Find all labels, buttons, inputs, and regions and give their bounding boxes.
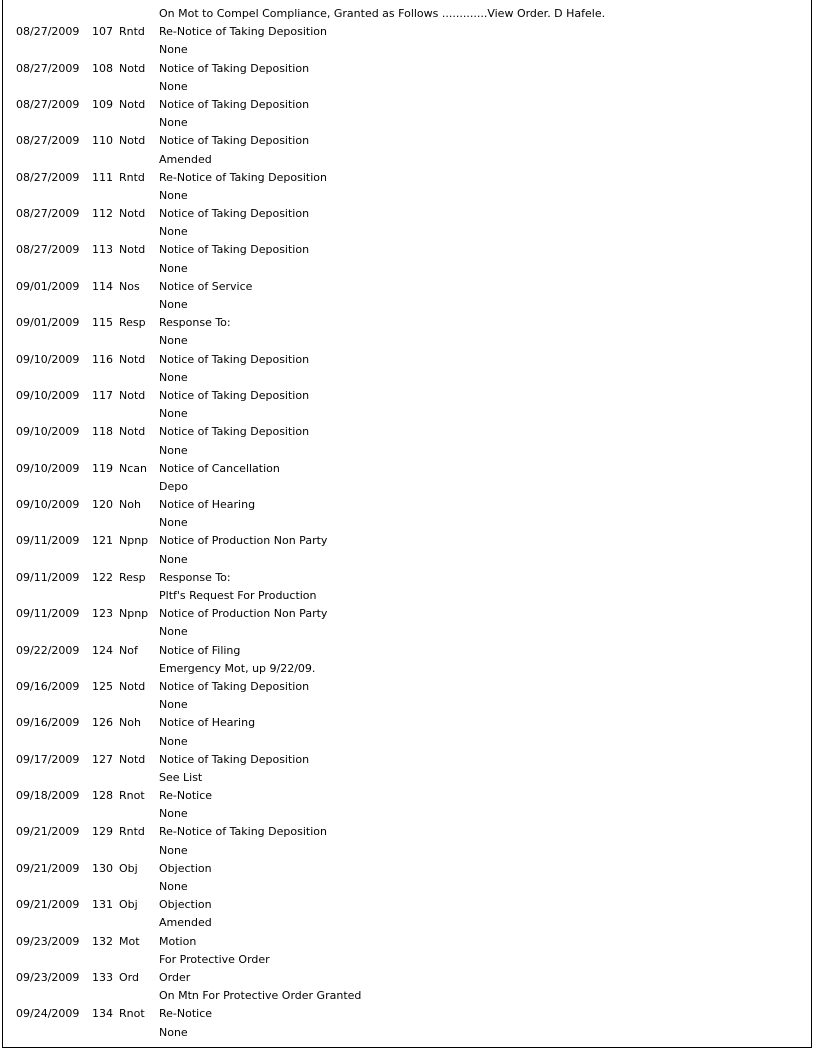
- entry-number: 113: [92, 243, 113, 257]
- entry-code: Notd: [119, 243, 146, 257]
- docket-entry-row: [3, 605, 811, 623]
- entry-code: Nos: [119, 279, 140, 293]
- docket-note-row: [3, 660, 811, 678]
- entry-number: 126: [92, 716, 113, 730]
- docket-note-row: [3, 78, 811, 96]
- entry-note: Depo: [159, 479, 188, 493]
- entry-note: None: [159, 443, 188, 457]
- entry-note: None: [159, 407, 188, 421]
- docket-entry-row: [3, 423, 811, 441]
- docket-note-row: [3, 187, 811, 205]
- entry-number: 114: [92, 279, 113, 293]
- entry-description: Response To:: [159, 570, 231, 584]
- docket-entry-row: [3, 969, 811, 987]
- docket-note-row: [3, 696, 811, 714]
- entry-date: 09/17/2009: [16, 752, 80, 766]
- entry-code: Notd: [119, 352, 146, 366]
- entry-number: 128: [92, 789, 113, 803]
- entry-note: On Mtn For Protective Order Granted: [159, 989, 362, 1003]
- entry-description: Notice of Cancellation: [159, 461, 280, 475]
- docket-entry-row: [3, 1005, 811, 1023]
- entry-note: Amended: [159, 916, 212, 930]
- entry-code: Notd: [119, 752, 146, 766]
- entry-code: Ncan: [119, 461, 147, 475]
- entry-date: 09/21/2009: [16, 825, 80, 839]
- docket-note-row: [3, 587, 811, 605]
- entry-description: Notice of Hearing: [159, 498, 256, 512]
- entry-date: 09/10/2009: [16, 461, 80, 475]
- docket-entry-row: [3, 751, 811, 769]
- entry-code: Noh: [119, 498, 141, 512]
- entry-description: Notice of Taking Deposition: [159, 679, 310, 693]
- entry-note: Pltf's Request For Production: [159, 589, 317, 602]
- entry-note: None: [159, 516, 188, 530]
- entry-date: 08/27/2009: [16, 170, 80, 184]
- docket-note-row: [3, 805, 811, 823]
- entry-number: 118: [92, 425, 113, 439]
- entry-note: None: [159, 807, 188, 821]
- entry-date: 09/23/2009: [16, 934, 80, 948]
- entry-note: None: [159, 843, 188, 857]
- docket-entry-row: [3, 569, 811, 587]
- entry-code: Mot: [119, 934, 140, 948]
- entry-description: Notice of Taking Deposition: [159, 752, 310, 766]
- entry-number: 124: [92, 643, 113, 657]
- entry-note: None: [159, 370, 188, 384]
- entry-note: None: [159, 1025, 188, 1039]
- docket-note-row: [3, 842, 811, 860]
- entry-description: Response To:: [159, 316, 231, 330]
- entry-code: Notd: [119, 97, 146, 111]
- entry-number: 119: [92, 461, 113, 475]
- entry-note: Amended: [159, 152, 212, 166]
- top-note: On Mot to Compel Compliance, Granted as Follows .............View Order. D Hafele.: [159, 7, 606, 20]
- docket-entry-row: [3, 132, 811, 150]
- entry-description: Notice of Taking Deposition: [159, 352, 310, 366]
- entry-note: None: [159, 188, 188, 202]
- docket-table: [2, 0, 812, 1048]
- entry-date: 09/10/2009: [16, 388, 80, 402]
- docket-entry-row: [3, 714, 811, 732]
- docket-entry-row: [3, 678, 811, 696]
- entry-note: For Protective Order: [159, 952, 270, 966]
- entry-description: Notice of Taking Deposition: [159, 97, 310, 111]
- docket-note-row: [3, 332, 811, 350]
- entry-note: None: [159, 698, 188, 712]
- docket-note-row: [3, 914, 811, 932]
- top-note-line: [3, 5, 811, 23]
- docket-note-row: [3, 478, 811, 496]
- entry-note: None: [159, 880, 188, 893]
- entry-code: Npnp: [119, 607, 149, 621]
- entry-code: Notd: [119, 134, 146, 148]
- entry-code: Notd: [119, 207, 146, 221]
- docket-entry-row: [3, 23, 811, 41]
- entry-description: Notice of Taking Deposition: [159, 134, 310, 148]
- docket-entry-row: [3, 496, 811, 514]
- docket-entry-row: [3, 933, 811, 951]
- entry-description: Re-Notice: [159, 1007, 213, 1021]
- entry-description: Notice of Taking Deposition: [159, 388, 310, 402]
- entry-note: See List: [159, 770, 203, 784]
- entry-description: Re-Notice of Taking Deposition: [159, 170, 327, 184]
- docket-entry-row: [3, 787, 811, 805]
- entry-date: 08/27/2009: [16, 207, 80, 221]
- docket-note-row: [3, 114, 811, 132]
- docket-lines: [3, 5, 811, 1042]
- docket-note-row: [3, 260, 811, 278]
- entry-code: Rntd: [119, 25, 145, 39]
- entry-date: 09/18/2009: [16, 789, 80, 803]
- entry-code: Rntd: [119, 825, 145, 839]
- entry-number: 120: [92, 498, 113, 512]
- docket-entry-row: [3, 241, 811, 259]
- entry-date: 08/27/2009: [16, 97, 80, 111]
- docket-entry-row: [3, 642, 811, 660]
- entry-date: 09/11/2009: [16, 607, 80, 621]
- entry-code: Ord: [119, 970, 139, 984]
- entry-description: Re-Notice: [159, 789, 213, 803]
- docket-entry-row: [3, 96, 811, 114]
- entry-code: Notd: [119, 425, 146, 439]
- entry-number: 125: [92, 679, 113, 693]
- entry-note: None: [159, 116, 188, 130]
- entry-description: Order: [159, 970, 191, 984]
- docket-note-row: [3, 551, 811, 569]
- docket-entry-row: [3, 896, 811, 914]
- docket-note-row: [3, 1024, 811, 1042]
- entry-number: 129: [92, 825, 113, 839]
- docket-note-row: [3, 514, 811, 532]
- entry-number: 123: [92, 607, 113, 621]
- docket-entry-row: [3, 169, 811, 187]
- entry-code: Noh: [119, 716, 141, 730]
- entry-code: Rnot: [119, 789, 145, 803]
- entry-number: 121: [92, 534, 113, 548]
- entry-code: Npnp: [119, 534, 149, 548]
- entry-number: 110: [92, 134, 113, 148]
- docket-note-row: [3, 41, 811, 59]
- entry-code: Rntd: [119, 170, 145, 184]
- entry-number: 111: [92, 170, 113, 184]
- entry-code: Notd: [119, 388, 146, 402]
- docket-entry-row: [3, 205, 811, 223]
- entry-note: None: [159, 552, 188, 566]
- entry-number: 116: [92, 352, 113, 366]
- entry-description: Motion: [159, 934, 197, 948]
- entry-description: Notice of Production Non Party: [159, 607, 328, 621]
- entry-date: 09/01/2009: [16, 279, 80, 293]
- docket-note-row: [3, 223, 811, 241]
- docket-note-row: [3, 369, 811, 387]
- docket-entry-row: [3, 823, 811, 841]
- entry-code: Rnot: [119, 1007, 145, 1021]
- entry-number: 130: [92, 861, 113, 875]
- entry-code: Resp: [119, 570, 146, 584]
- entry-date: 09/23/2009: [16, 970, 80, 984]
- entry-note: Emergency Mot, up 9/22/09.: [159, 661, 316, 675]
- entry-description: Notice of Taking Deposition: [159, 207, 310, 221]
- docket-note-row: [3, 296, 811, 314]
- entry-note: None: [159, 79, 188, 93]
- entry-description: Objection: [159, 861, 212, 875]
- entry-date: 09/11/2009: [16, 534, 80, 548]
- entry-date: 09/24/2009: [16, 1007, 80, 1021]
- entry-code: Nof: [119, 643, 138, 657]
- entry-number: 109: [92, 97, 113, 111]
- docket-note-row: [3, 987, 811, 1005]
- entry-description: Notice of Service: [159, 279, 253, 293]
- entry-description: Notice of Taking Deposition: [159, 425, 310, 439]
- entry-date: 09/16/2009: [16, 679, 80, 693]
- entry-note: None: [159, 298, 188, 311]
- entry-date: 09/21/2009: [16, 861, 80, 875]
- docket-note-row: [3, 442, 811, 460]
- entry-description: Re-Notice of Taking Deposition: [159, 25, 327, 39]
- entry-code: Notd: [119, 679, 146, 693]
- docket-note-row: [3, 951, 811, 969]
- entry-number: 132: [92, 934, 113, 948]
- entry-date: 09/10/2009: [16, 352, 80, 366]
- entry-code: Obj: [119, 861, 138, 875]
- entry-description: Notice of Hearing: [159, 716, 256, 730]
- docket-entry-row: [3, 387, 811, 405]
- entry-description: Notice of Taking Deposition: [159, 61, 310, 75]
- docket-entry-row: [3, 532, 811, 550]
- docket-entry-row: [3, 314, 811, 332]
- entry-description: Notice of Production Non Party: [159, 534, 328, 548]
- entry-number: 108: [92, 61, 113, 75]
- entry-note: None: [159, 734, 188, 748]
- entry-note: None: [159, 225, 188, 239]
- entry-date: 09/01/2009: [16, 316, 80, 330]
- docket-note-row: [3, 878, 811, 896]
- entry-date: 08/27/2009: [16, 134, 80, 148]
- entry-number: 134: [92, 1007, 113, 1021]
- docket-note-row: [3, 623, 811, 641]
- entry-number: 133: [92, 970, 113, 984]
- docket-note-row: [3, 733, 811, 751]
- docket-entry-row: [3, 860, 811, 878]
- entry-code: Notd: [119, 61, 146, 75]
- entry-date: 09/11/2009: [16, 570, 80, 584]
- entry-description: Objection: [159, 898, 212, 912]
- entry-number: 131: [92, 898, 113, 912]
- entry-number: 107: [92, 25, 113, 39]
- entry-number: 112: [92, 207, 113, 221]
- entry-number: 122: [92, 570, 113, 584]
- entry-note: None: [159, 334, 188, 348]
- docket-entry-row: [3, 60, 811, 78]
- entry-note: None: [159, 261, 188, 275]
- entry-number: 127: [92, 752, 113, 766]
- entry-number: 115: [92, 316, 113, 330]
- entry-number: 117: [92, 388, 113, 402]
- entry-description: Notice of Taking Deposition: [159, 243, 310, 257]
- docket-entry-row: [3, 460, 811, 478]
- entry-date: 09/21/2009: [16, 898, 80, 912]
- entry-date: 09/16/2009: [16, 716, 80, 730]
- entry-date: 09/10/2009: [16, 498, 80, 512]
- entry-date: 08/27/2009: [16, 243, 80, 257]
- entry-date: 09/10/2009: [16, 425, 80, 439]
- entry-note: None: [159, 625, 188, 639]
- docket-entry-row: [3, 278, 811, 296]
- entry-code: Obj: [119, 898, 138, 912]
- entry-date: 09/22/2009: [16, 643, 80, 657]
- docket-note-row: [3, 769, 811, 787]
- entry-code: Resp: [119, 316, 146, 330]
- docket-entry-row: [3, 351, 811, 369]
- entry-date: 08/27/2009: [16, 61, 80, 75]
- entry-date: 08/27/2009: [16, 25, 80, 39]
- entry-note: None: [159, 43, 188, 57]
- docket-note-row: [3, 151, 811, 169]
- entry-description: Re-Notice of Taking Deposition: [159, 825, 327, 839]
- docket-note-row: [3, 405, 811, 423]
- entry-description: Notice of Filing: [159, 643, 241, 657]
